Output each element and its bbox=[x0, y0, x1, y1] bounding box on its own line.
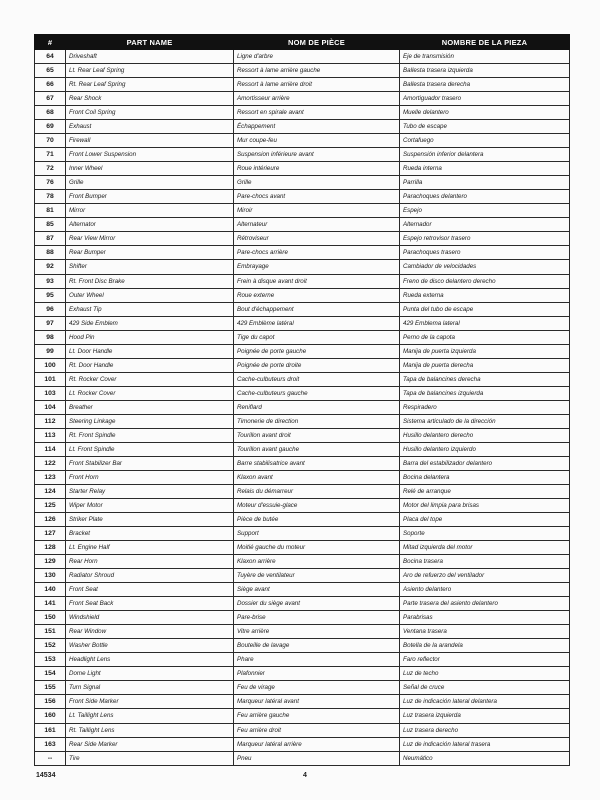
part-name-es: Soporte bbox=[400, 527, 570, 541]
part-name-fr: Échappement bbox=[234, 120, 400, 134]
part-number: 114 bbox=[35, 442, 66, 456]
table-row bbox=[35, 751, 570, 765]
table-row bbox=[35, 400, 570, 414]
part-number: 160 bbox=[35, 709, 66, 723]
part-number: 103 bbox=[35, 386, 66, 400]
part-name-fr: Tige du capot bbox=[234, 330, 400, 344]
table-row bbox=[35, 625, 570, 639]
part-name-es: Motor del limpia para brisas bbox=[400, 499, 570, 513]
table-row bbox=[35, 190, 570, 204]
part-name-es: Suspensión inferior delantera bbox=[400, 148, 570, 162]
part-name-es: Cambiador de velocidades bbox=[400, 260, 570, 274]
part-name-en: Dome Light bbox=[66, 667, 234, 681]
part-name-fr: Ressort à lame arrière droit bbox=[234, 78, 400, 92]
part-name-en: Mirror bbox=[66, 204, 234, 218]
part-number: 70 bbox=[35, 134, 66, 148]
table-row bbox=[35, 414, 570, 428]
part-name-fr: Tourillon avant gauche bbox=[234, 442, 400, 456]
table-row bbox=[35, 386, 570, 400]
part-name-en: Shifter bbox=[66, 260, 234, 274]
part-name-en: Rt. Front Spindle bbox=[66, 428, 234, 442]
part-number: 125 bbox=[35, 499, 66, 513]
table-row bbox=[35, 695, 570, 709]
part-number: 93 bbox=[35, 274, 66, 288]
table-row bbox=[35, 302, 570, 316]
part-name-fr: Poignée de porte gauche bbox=[234, 344, 400, 358]
part-name-es: Señal de cruce bbox=[400, 681, 570, 695]
part-name-en: Outer Wheel bbox=[66, 288, 234, 302]
part-name-es: Tapa de balancines derecha bbox=[400, 372, 570, 386]
part-number: 124 bbox=[35, 484, 66, 498]
part-name-fr: Feu arrière droit bbox=[234, 723, 400, 737]
part-name-fr: Siège avant bbox=[234, 583, 400, 597]
part-number: 100 bbox=[35, 358, 66, 372]
part-name-fr: Ressort en spirale avant bbox=[234, 106, 400, 120]
part-name-en: Washer Bottle bbox=[66, 639, 234, 653]
part-name-fr: Support bbox=[234, 527, 400, 541]
part-name-fr: Pare-chocs avant bbox=[234, 190, 400, 204]
part-name-en: Front Horn bbox=[66, 470, 234, 484]
part-name-fr: Roue intérieure bbox=[234, 162, 400, 176]
part-name-en: Breather bbox=[66, 400, 234, 414]
table-row bbox=[35, 709, 570, 723]
part-number: 72 bbox=[35, 162, 66, 176]
part-name-en: Hood Pin bbox=[66, 330, 234, 344]
part-name-fr: Cache-culbuteurs droit bbox=[234, 372, 400, 386]
part-number: 64 bbox=[35, 50, 66, 64]
part-number: 85 bbox=[35, 218, 66, 232]
part-name-fr: Pare-chocs arrière bbox=[234, 246, 400, 260]
part-name-es: Asiento delantero bbox=[400, 583, 570, 597]
part-name-es: Sistema articulado de la dirección bbox=[400, 414, 570, 428]
part-name-es: Rueda interna bbox=[400, 162, 570, 176]
part-number: 66 bbox=[35, 78, 66, 92]
part-name-fr: Dossier du siège avant bbox=[234, 597, 400, 611]
part-number: 71 bbox=[35, 148, 66, 162]
table-row bbox=[35, 667, 570, 681]
part-number: 151 bbox=[35, 625, 66, 639]
part-name-en: Rt. Rocker Cover bbox=[66, 372, 234, 386]
part-name-fr: Embrayage bbox=[234, 260, 400, 274]
part-name-es: Luz trasera izquierda bbox=[400, 709, 570, 723]
part-name-fr: Alternateur bbox=[234, 218, 400, 232]
table-row bbox=[35, 470, 570, 484]
part-name-es: Aro de refuerzo del ventilador bbox=[400, 569, 570, 583]
part-number: 78 bbox=[35, 190, 66, 204]
part-name-fr: Bouteille de lavage bbox=[234, 639, 400, 653]
part-number: 161 bbox=[35, 723, 66, 737]
part-name-es: Parachoques delantero bbox=[400, 190, 570, 204]
part-number: -- bbox=[35, 751, 66, 765]
part-number: 154 bbox=[35, 667, 66, 681]
part-number: 95 bbox=[35, 288, 66, 302]
part-name-fr: Timonerie de direction bbox=[234, 414, 400, 428]
part-number: 69 bbox=[35, 120, 66, 134]
table-row bbox=[35, 484, 570, 498]
part-name-es: Parachoques trasero bbox=[400, 246, 570, 260]
table-row bbox=[35, 176, 570, 190]
part-name-es: Relé de arranque bbox=[400, 484, 570, 498]
part-number: 129 bbox=[35, 555, 66, 569]
part-name-es: Freno de disco delantero derecho bbox=[400, 274, 570, 288]
part-name-en: Rear Window bbox=[66, 625, 234, 639]
part-name-es: Luz de techo bbox=[400, 667, 570, 681]
part-name-es: Respiradero bbox=[400, 400, 570, 414]
part-name-en: Lt. Rocker Cover bbox=[66, 386, 234, 400]
part-name-en: Front Coil Spring bbox=[66, 106, 234, 120]
part-name-en: Exhaust Tip bbox=[66, 302, 234, 316]
table-row bbox=[35, 428, 570, 442]
part-number: 127 bbox=[35, 527, 66, 541]
part-name-es: Mitad izquierda del motor bbox=[400, 541, 570, 555]
part-name-es: Amortiguador trasero bbox=[400, 92, 570, 106]
part-number: 81 bbox=[35, 204, 66, 218]
part-name-es: Espejo retrovisor trasero bbox=[400, 232, 570, 246]
part-name-es: Ballesta trasera derecha bbox=[400, 78, 570, 92]
header-part-name: PART NAME bbox=[66, 35, 234, 50]
table-row bbox=[35, 260, 570, 274]
part-name-fr: Marqueur latéral arrière bbox=[234, 737, 400, 751]
part-name-es: Parabrisas bbox=[400, 611, 570, 625]
table-row bbox=[35, 162, 570, 176]
part-number: 101 bbox=[35, 372, 66, 386]
part-number: 99 bbox=[35, 344, 66, 358]
table-row bbox=[35, 372, 570, 386]
part-name-es: Tubo de escape bbox=[400, 120, 570, 134]
part-name-fr: Ligne d'arbre bbox=[234, 50, 400, 64]
table-row bbox=[35, 681, 570, 695]
part-name-es: Luz trasera derecho bbox=[400, 723, 570, 737]
table-row bbox=[35, 78, 570, 92]
table-row bbox=[35, 541, 570, 555]
table-row bbox=[35, 442, 570, 456]
part-number: 130 bbox=[35, 569, 66, 583]
table-row bbox=[35, 106, 570, 120]
table-row bbox=[35, 527, 570, 541]
table-row bbox=[35, 555, 570, 569]
part-name-en: Rt. Door Handle bbox=[66, 358, 234, 372]
part-name-es: Rueda externa bbox=[400, 288, 570, 302]
table-row bbox=[35, 316, 570, 330]
part-number: 123 bbox=[35, 470, 66, 484]
part-number: 153 bbox=[35, 653, 66, 667]
part-name-es: Ventana trasera bbox=[400, 625, 570, 639]
part-number: 76 bbox=[35, 176, 66, 190]
part-name-en: Lt. Engine Half bbox=[66, 541, 234, 555]
header-nom-de-piece: NOM DE PIÈCE bbox=[234, 35, 400, 50]
table-row bbox=[35, 204, 570, 218]
part-name-es: Eje de transmisión bbox=[400, 50, 570, 64]
part-number: 150 bbox=[35, 611, 66, 625]
part-name-fr: Feu de virage bbox=[234, 681, 400, 695]
part-name-en: Windshield bbox=[66, 611, 234, 625]
part-name-fr: Rétroviseur bbox=[234, 232, 400, 246]
part-name-en: Rt. Rear Leaf Spring bbox=[66, 78, 234, 92]
part-name-en: Tire bbox=[66, 751, 234, 765]
table-header-row bbox=[35, 35, 570, 50]
table-row bbox=[35, 499, 570, 513]
part-name-en: Rear Side Marker bbox=[66, 737, 234, 751]
part-name-es: Parte trasera del asiento delantero bbox=[400, 597, 570, 611]
part-name-en: Lt. Front Spindle bbox=[66, 442, 234, 456]
part-name-fr: Tuyère de ventilateur bbox=[234, 569, 400, 583]
part-name-es: Punta del tubo de escape bbox=[400, 302, 570, 316]
part-name-fr: Mur coupe-feu bbox=[234, 134, 400, 148]
part-number: 97 bbox=[35, 316, 66, 330]
part-name-fr: Grille bbox=[234, 176, 400, 190]
part-name-en: Front Bumper bbox=[66, 190, 234, 204]
part-name-en: Lt. Rear Leaf Spring bbox=[66, 64, 234, 78]
table-row bbox=[35, 611, 570, 625]
part-name-en: Headlight Lens bbox=[66, 653, 234, 667]
part-number: 87 bbox=[35, 232, 66, 246]
part-name-fr: Pièce de butée bbox=[234, 513, 400, 527]
part-name-fr: Marqueur latéral avant bbox=[234, 695, 400, 709]
table-row bbox=[35, 583, 570, 597]
part-name-en: Radiator Shroud bbox=[66, 569, 234, 583]
part-number: 112 bbox=[35, 414, 66, 428]
part-name-es: Parrilla bbox=[400, 176, 570, 190]
part-name-fr: Reniflard bbox=[234, 400, 400, 414]
part-name-en: Lt. Door Handle bbox=[66, 344, 234, 358]
document-code: 14534 bbox=[36, 772, 56, 779]
part-name-en: Front Lower Suspension bbox=[66, 148, 234, 162]
part-name-fr: Roue externe bbox=[234, 288, 400, 302]
table-row bbox=[35, 92, 570, 106]
header-number: # bbox=[35, 35, 66, 50]
part-name-en: Front Seat bbox=[66, 583, 234, 597]
part-number: 96 bbox=[35, 302, 66, 316]
part-name-en: 429 Side Emblem bbox=[66, 316, 234, 330]
part-name-en: Rear Bumper bbox=[66, 246, 234, 260]
part-name-fr: Miroir bbox=[234, 204, 400, 218]
part-name-fr: Klaxon avant bbox=[234, 470, 400, 484]
table-row bbox=[35, 274, 570, 288]
part-number: 98 bbox=[35, 330, 66, 344]
part-name-fr: Frein à disque avant droit bbox=[234, 274, 400, 288]
table-row bbox=[35, 569, 570, 583]
table-row bbox=[35, 120, 570, 134]
part-name-fr: Plafonnier bbox=[234, 667, 400, 681]
table-row bbox=[35, 639, 570, 653]
part-name-en: Turn Signal bbox=[66, 681, 234, 695]
part-name-es: Manija de puerta derecha bbox=[400, 358, 570, 372]
table-row bbox=[35, 723, 570, 737]
part-number: 128 bbox=[35, 541, 66, 555]
table-row bbox=[35, 597, 570, 611]
part-number: 140 bbox=[35, 583, 66, 597]
part-number: 92 bbox=[35, 260, 66, 274]
table-row bbox=[35, 50, 570, 64]
part-name-en: Steering Linkage bbox=[66, 414, 234, 428]
part-name-es: Muelle delantero bbox=[400, 106, 570, 120]
part-name-es: Botella de la arandela bbox=[400, 639, 570, 653]
part-name-en: Firewall bbox=[66, 134, 234, 148]
parts-table-body bbox=[35, 50, 570, 766]
table-row bbox=[35, 64, 570, 78]
part-name-en: Front Seat Back bbox=[66, 597, 234, 611]
part-number: 126 bbox=[35, 513, 66, 527]
part-name-en: Driveshaft bbox=[66, 50, 234, 64]
part-number: 68 bbox=[35, 106, 66, 120]
table-row bbox=[35, 246, 570, 260]
part-number: 104 bbox=[35, 400, 66, 414]
part-name-en: Bracket bbox=[66, 527, 234, 541]
part-name-en: Rear View Mirror bbox=[66, 232, 234, 246]
part-name-en: Rt. Front Disc Brake bbox=[66, 274, 234, 288]
part-name-fr: Moitié gauche du moteur bbox=[234, 541, 400, 555]
part-name-fr: Ressort à lame arrière gauche bbox=[234, 64, 400, 78]
part-name-fr: Amortisseur arrière bbox=[234, 92, 400, 106]
part-name-es: Neumático bbox=[400, 751, 570, 765]
part-name-en: Front Side Marker bbox=[66, 695, 234, 709]
part-number: 152 bbox=[35, 639, 66, 653]
part-name-fr: Moteur d'essuie-glace bbox=[234, 499, 400, 513]
table-row bbox=[35, 330, 570, 344]
table-row bbox=[35, 456, 570, 470]
part-name-es: 429 Emblema lateral bbox=[400, 316, 570, 330]
part-number: 67 bbox=[35, 92, 66, 106]
part-number: 88 bbox=[35, 246, 66, 260]
part-name-en: Striker Plate bbox=[66, 513, 234, 527]
page-number: 4 bbox=[303, 772, 307, 779]
part-name-en: Starter Relay bbox=[66, 484, 234, 498]
part-number: 65 bbox=[35, 64, 66, 78]
part-name-es: Faro reflector bbox=[400, 653, 570, 667]
part-number: 155 bbox=[35, 681, 66, 695]
part-number: 156 bbox=[35, 695, 66, 709]
part-number: 113 bbox=[35, 428, 66, 442]
part-name-fr: Cache-culbuteurs gauche bbox=[234, 386, 400, 400]
part-name-fr: Bout d'échappement bbox=[234, 302, 400, 316]
part-name-en: Alternator bbox=[66, 218, 234, 232]
table-row bbox=[35, 358, 570, 372]
part-name-es: Husillo delantero izquierdo bbox=[400, 442, 570, 456]
part-name-es: Placa del tope bbox=[400, 513, 570, 527]
part-name-en: Inner Wheel bbox=[66, 162, 234, 176]
part-name-fr: Pneu bbox=[234, 751, 400, 765]
table-row bbox=[35, 288, 570, 302]
part-name-es: Bocina trasera bbox=[400, 555, 570, 569]
part-name-fr: 429 Emblème latéral bbox=[234, 316, 400, 330]
part-name-es: Alternador bbox=[400, 218, 570, 232]
part-name-es: Tapa de balancines izquierda bbox=[400, 386, 570, 400]
part-name-fr: Vitre arrière bbox=[234, 625, 400, 639]
part-name-en: Front Stabilizer Bar bbox=[66, 456, 234, 470]
part-name-fr: Klaxon arrière bbox=[234, 555, 400, 569]
part-name-fr: Relais du démarreur bbox=[234, 484, 400, 498]
part-number: 163 bbox=[35, 737, 66, 751]
table-row bbox=[35, 232, 570, 246]
part-name-en: Grille bbox=[66, 176, 234, 190]
part-name-fr: Poignée de porte droite bbox=[234, 358, 400, 372]
table-row bbox=[35, 218, 570, 232]
part-number: 122 bbox=[35, 456, 66, 470]
part-number: 141 bbox=[35, 597, 66, 611]
part-name-es: Luz de indicación lateral delantera bbox=[400, 695, 570, 709]
table-row bbox=[35, 134, 570, 148]
table-row bbox=[35, 344, 570, 358]
part-name-en: Lt. Taillight Lens bbox=[66, 709, 234, 723]
part-name-es: Espejo bbox=[400, 204, 570, 218]
part-name-en: Rt. Taillight Lens bbox=[66, 723, 234, 737]
part-name-es: Barra del estabilizador delantero bbox=[400, 456, 570, 470]
part-name-fr: Tourillon avant droit bbox=[234, 428, 400, 442]
part-name-es: Luz de indicación lateral trasera bbox=[400, 737, 570, 751]
part-name-en: Exhaust bbox=[66, 120, 234, 134]
table-row bbox=[35, 513, 570, 527]
part-name-es: Ballesta trasera izquierda bbox=[400, 64, 570, 78]
part-name-en: Rear Shock bbox=[66, 92, 234, 106]
part-name-en: Rear Horn bbox=[66, 555, 234, 569]
table-row bbox=[35, 653, 570, 667]
parts-table bbox=[34, 34, 570, 766]
part-name-es: Bocina delantera bbox=[400, 470, 570, 484]
table-row bbox=[35, 737, 570, 751]
part-name-fr: Phare bbox=[234, 653, 400, 667]
header-nombre-de-la-pieza: NOMBRE DE LA PIEZA bbox=[400, 35, 570, 50]
part-name-es: Manija de puerta izquierda bbox=[400, 344, 570, 358]
part-name-en: Wiper Motor bbox=[66, 499, 234, 513]
part-name-es: Cortafuego bbox=[400, 134, 570, 148]
part-name-fr: Pare-brise bbox=[234, 611, 400, 625]
part-name-fr: Feu arrière gauche bbox=[234, 709, 400, 723]
part-name-fr: Suspension inférieure avant bbox=[234, 148, 400, 162]
part-name-fr: Barre stabilisatrice avant bbox=[234, 456, 400, 470]
part-name-es: Perno de la capota bbox=[400, 330, 570, 344]
table-row bbox=[35, 148, 570, 162]
part-name-es: Husillo delantero derecho bbox=[400, 428, 570, 442]
